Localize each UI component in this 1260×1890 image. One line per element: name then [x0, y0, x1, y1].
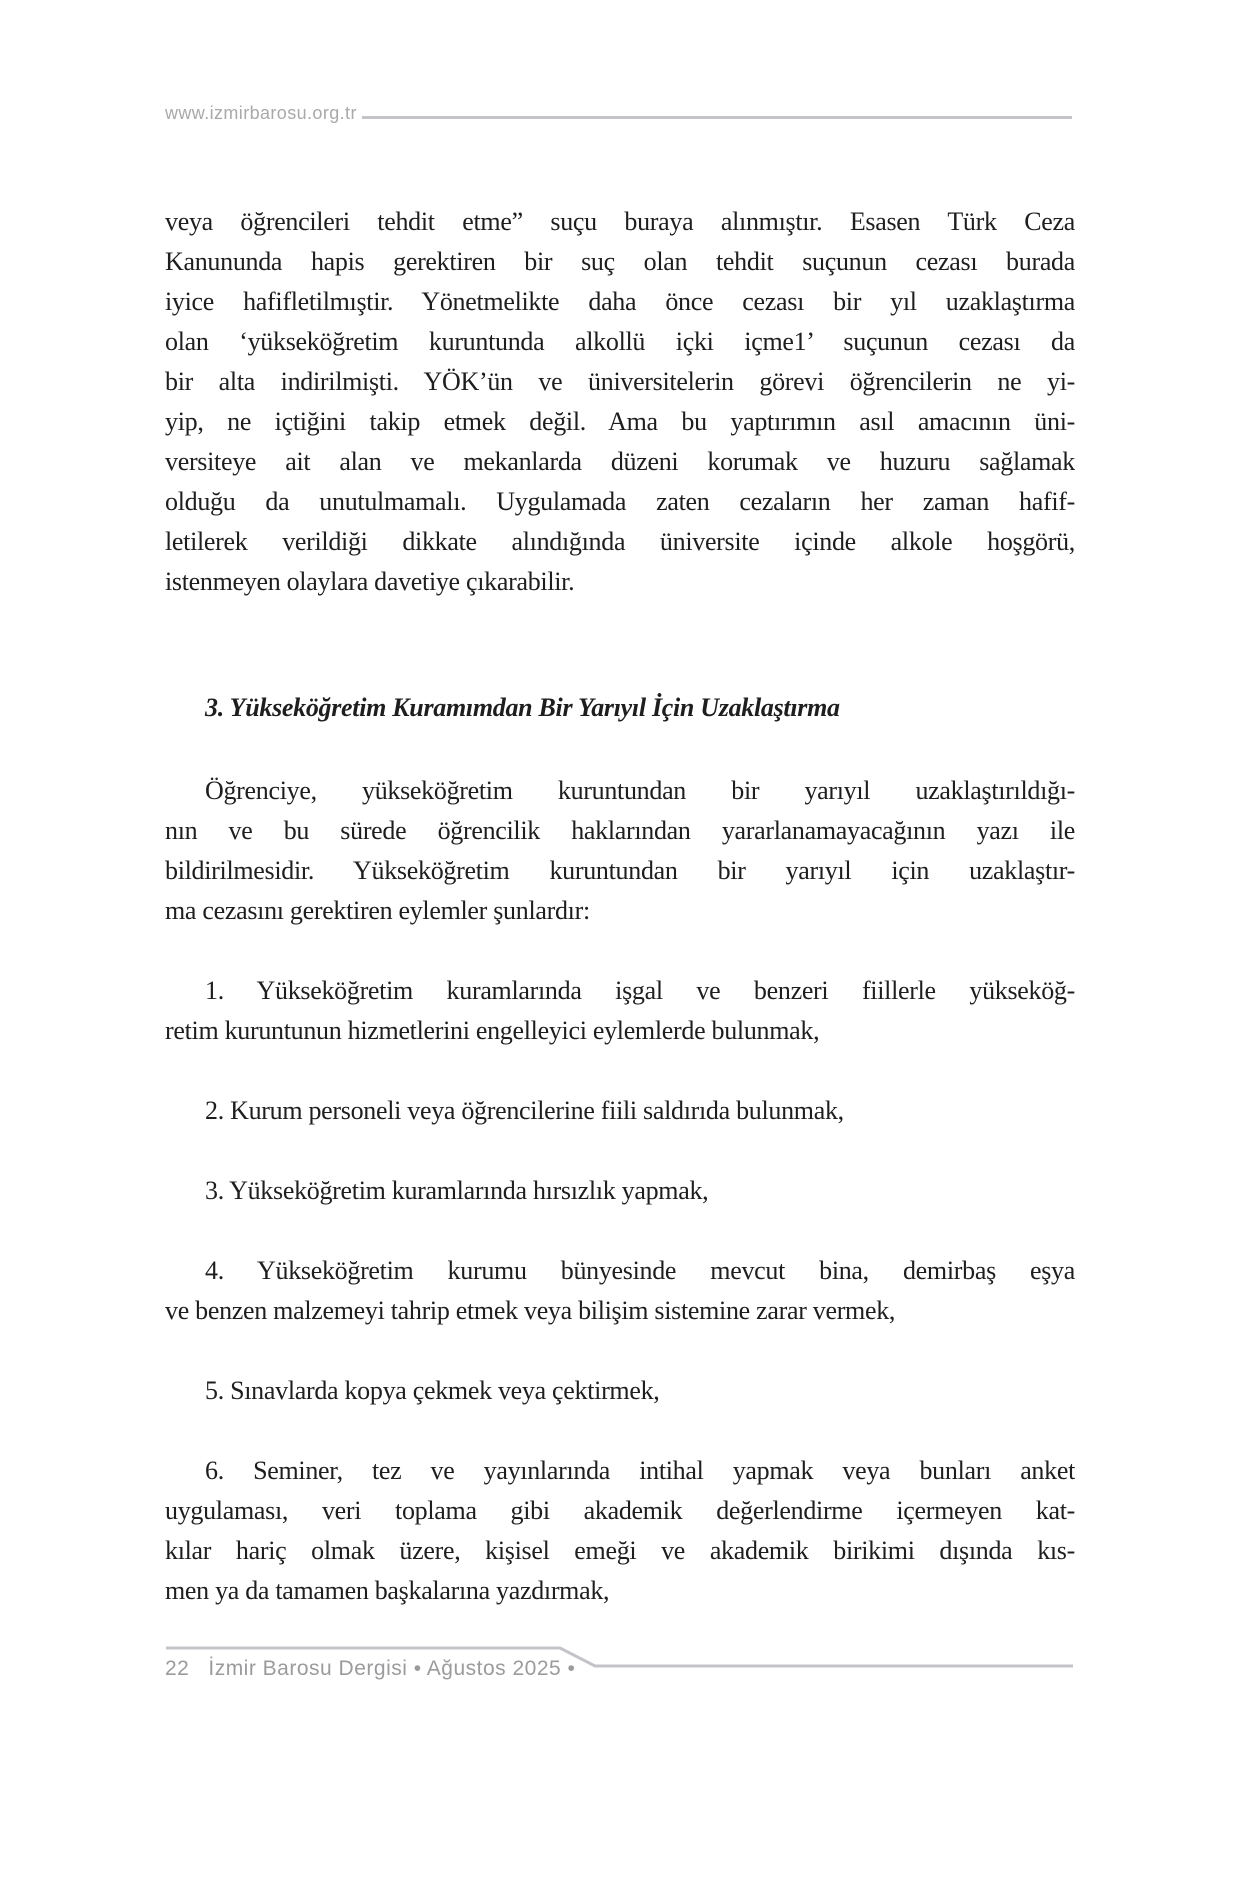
- paragraph: [165, 202, 1075, 602]
- text-line: 2. Kurum personeli veya öğrencilerine fiili saldırıda bulunmak,: [205, 1096, 844, 1125]
- paragraph: [165, 1451, 1075, 1611]
- paragraph: [165, 1251, 1075, 1331]
- site-url: www.izmirbarosu.org.tr: [165, 103, 357, 123]
- text-line: men ya da tamamen başkalarına yazdırmak,: [165, 1576, 610, 1605]
- text-line: versiteye ait alan ve mekanlarda düzeni korumak ve huzuru sağlamak: [165, 447, 1075, 476]
- text-line: ma cezasını gerektiren eylemler şunlardır:: [165, 896, 590, 925]
- text-line: 3. Yükseköğretim kuramlarında hırsızlık yapmak,: [205, 1176, 709, 1205]
- text-line: bir alta indirilmişti. YÖK’ün ve üniversitelerin görevi öğrencilerin ne yi-: [165, 367, 1075, 396]
- paragraph: [165, 971, 1075, 1051]
- text-line: nın ve bu sürede öğrencilik haklarından yararlanamayacağının yazı ile: [165, 816, 1075, 845]
- paragraph: [165, 1371, 1075, 1411]
- text-line: 3. Yükseköğretim Kuramımdan Bir Yarıyıl İçin Uzaklaştırma: [205, 693, 840, 722]
- text-line: olan ‘yükseköğretim kuruntunda alkollü içki içme1’ suçunun cezası da: [165, 327, 1075, 356]
- text-line: 5. Sınavlarda kopya çekmek veya çektirmek,: [205, 1376, 660, 1405]
- text-line: 1. Yükseköğretim kuramlarında işgal ve benzeri fiillerle yükseköğ-: [205, 976, 1075, 1005]
- text-line: letilerek verildiği dikkate alındığında üniversite içinde alkole hoşgörü,: [165, 527, 1075, 556]
- header-rule: [362, 116, 1072, 119]
- page-footer: [165, 1656, 1075, 1682]
- text-line: bildirilmesidir. Yükseköğretim kuruntundan bir yarıyıl için uzaklaştır-: [165, 856, 1075, 885]
- text-line: retim kuruntunun hizmetlerini engelleyici eylemlerde bulunmak,: [165, 1016, 820, 1045]
- text-line: ve benzen malzemeyi tahrip etmek veya bilişim sistemine zarar vermek,: [165, 1296, 896, 1325]
- text-line: Öğrenciye, yükseköğretim kuruntundan bir yarıyıl uzaklaştırıldığı-: [205, 776, 1075, 805]
- text-line: kılar hariç olmak üzere, kişisel emeği ve akademik birikimi dışında kıs-: [165, 1536, 1075, 1565]
- text-line: uygulaması, veri toplama gibi akademik değerlendirme içermeyen kat-: [165, 1496, 1075, 1525]
- section-heading: [165, 688, 1075, 728]
- text-line: yip, ne içtiğini takip etmek değil. Ama bu yaptırımın asıl amacının üni-: [165, 407, 1075, 436]
- text-line: iyice hafifletilmıştir. Yönetmelikte daha önce cezası bir yıl uzaklaştırma: [165, 287, 1075, 316]
- text-line: Kanununda hapis gerektiren bir suç olan tehdit suçunun cezası burada: [165, 247, 1075, 276]
- paragraph: [165, 1091, 1075, 1131]
- text-line: 6. Seminer, tez ve yayınlarında intihal yapmak veya bunları anket: [205, 1456, 1075, 1485]
- text-line: istenmeyen olaylara davetiye çıkarabilir.: [165, 567, 575, 596]
- text-line: veya öğrencileri tehdit etme” suçu buraya alınmıştır. Esasen Türk Ceza: [165, 207, 1075, 236]
- text-line: olduğu da unutulmamalı. Uygulamada zaten cezaların her zaman hafif-: [165, 487, 1075, 516]
- page-number: 22: [165, 1657, 190, 1680]
- paragraph: [165, 1171, 1075, 1211]
- paragraph: [165, 771, 1075, 931]
- text-line: 4. Yükseköğretim kurumu bünyesinde mevcut bina, demirbaş eşya: [205, 1256, 1075, 1285]
- footer-journal-title: İzmir Barosu Dergisi • Ağustos 2025 •: [208, 1657, 576, 1680]
- page-header: [165, 103, 1072, 123]
- document-body: [165, 202, 1075, 1611]
